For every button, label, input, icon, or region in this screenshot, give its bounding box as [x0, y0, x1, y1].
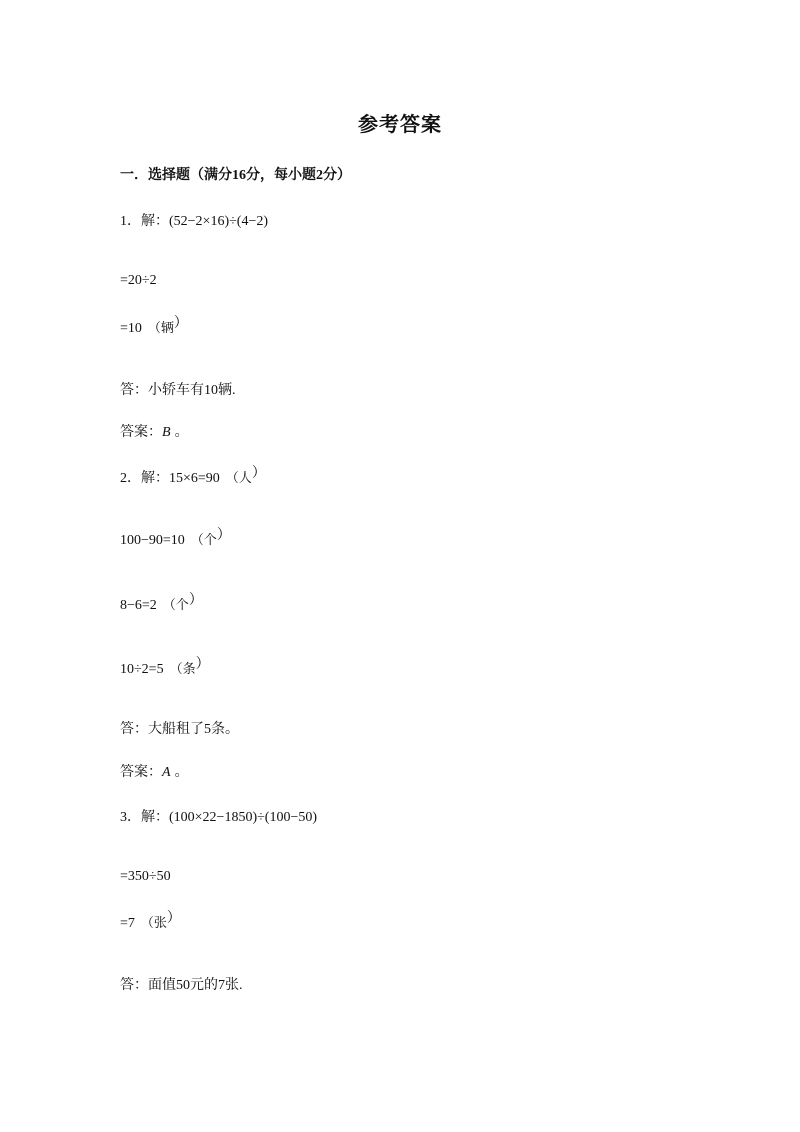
q1-answer-line [120, 423, 189, 443]
q2-step-2-line [120, 595, 203, 616]
q1-step-2-line [120, 318, 188, 339]
q1-answer-letter: B [162, 425, 171, 440]
q2-step-2: 8−6=2 [120, 598, 157, 613]
q1-unit: （辆 [147, 320, 174, 335]
q1-unit-close: ） [173, 316, 188, 331]
q2-unit-1: （人 [225, 470, 252, 485]
q2-unit-3: （个 [162, 597, 189, 612]
q3-step-2-line [120, 913, 181, 934]
q1-intro: 1．解： [120, 214, 169, 229]
q3-expression: (100×22−1850)÷(100−50) [169, 810, 318, 825]
q2-step-1: 100−90=10 [120, 533, 185, 548]
q2-expression: 15×6=90 [169, 471, 220, 486]
q1-step-1: =20÷2 [120, 273, 157, 288]
q1-conclusion: 答：小轿车有10辆. [120, 383, 236, 398]
q1-expression: (52−2×16)÷(4−2) [169, 214, 269, 229]
q2-answer-end: 。 [174, 765, 189, 780]
q2-step-3-line [120, 659, 210, 680]
q3-unit-close: ） [166, 911, 181, 926]
q1-step-2: =10 [120, 321, 142, 336]
q2-solution-line [120, 468, 266, 489]
q3-solution-line [120, 808, 317, 828]
q2-answer-label: 答案： [120, 765, 162, 780]
q2-answer-letter: A [162, 765, 171, 780]
q3-step-1: =350÷50 [120, 869, 171, 884]
q3-conclusion: 答：面值50元的7张. [120, 978, 243, 993]
q2-unit-1-close: ） [251, 466, 266, 481]
q2-answer-line [120, 763, 189, 783]
q2-unit-2-close: ） [216, 528, 231, 543]
section-heading: 一．选择题（满分16分，每小题2分） [120, 168, 351, 183]
q2-step-1-line [120, 530, 231, 551]
q2-step-3: 10÷2=5 [120, 662, 164, 677]
q1-answer-label: 答案： [120, 425, 162, 440]
q2-unit-4-close: ） [195, 657, 210, 672]
q2-unit-3-close: ） [188, 593, 203, 608]
q2-intro: 2．解： [120, 471, 169, 486]
q1-answer-end: 。 [174, 425, 189, 440]
page-title: 参考答案 [358, 114, 442, 136]
q3-intro: 3．解： [120, 810, 169, 825]
q3-unit: （张 [140, 915, 167, 930]
q1-solution-line [120, 212, 268, 232]
q2-unit-2: （个 [190, 532, 217, 547]
q3-step-2: =7 [120, 916, 135, 931]
q2-conclusion: 答：大船租了5条。 [120, 722, 239, 737]
q2-unit-4: （条 [169, 661, 196, 676]
